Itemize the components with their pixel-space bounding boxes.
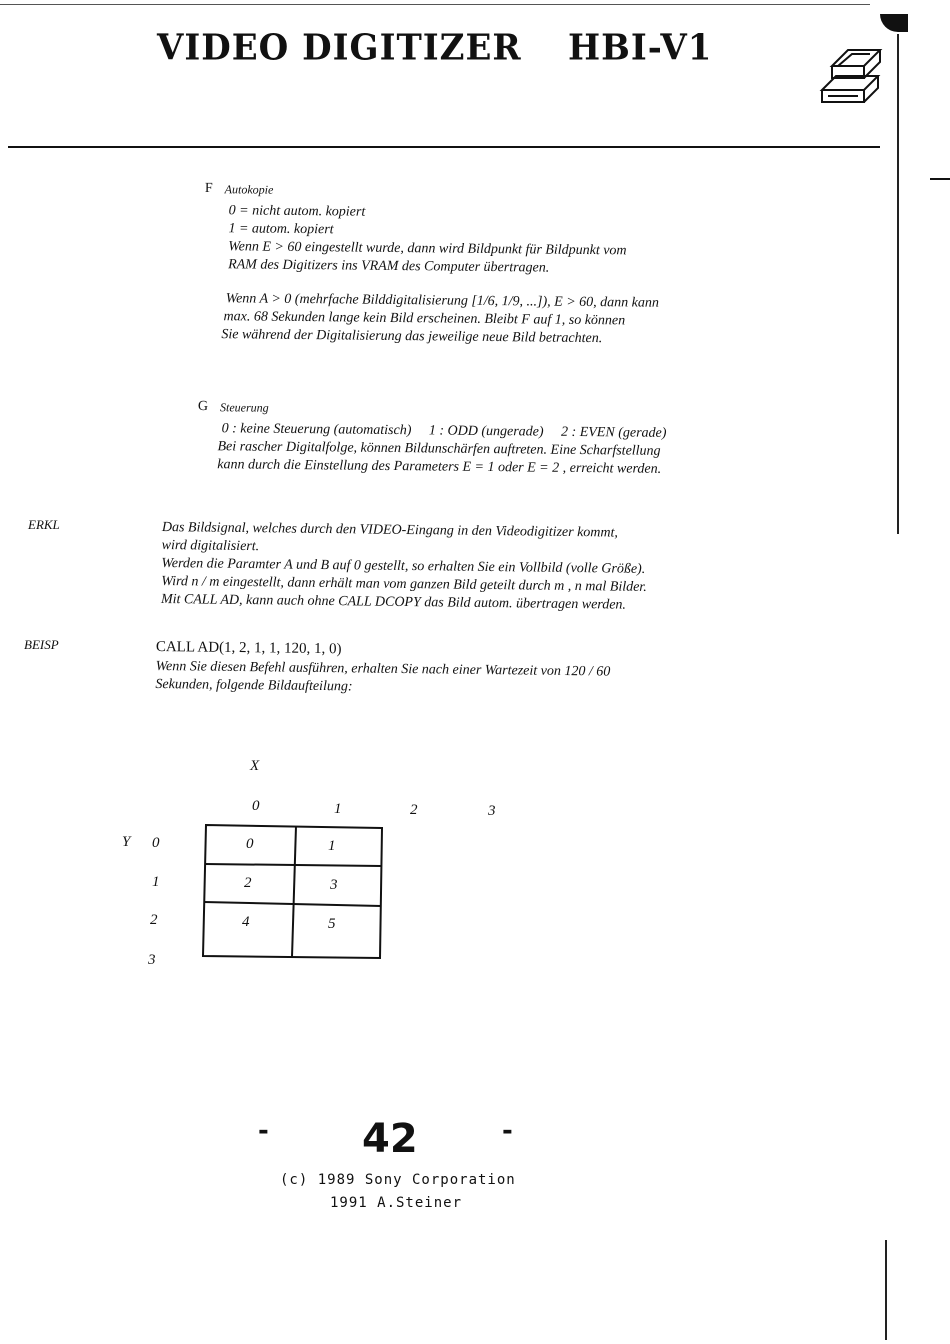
section-f (203, 180, 660, 349)
page-dash-right: - (502, 1116, 513, 1146)
section-f-line: 1 = autom. kopiert (228, 221, 334, 238)
grid-cell: 0 (246, 836, 254, 852)
section-f-line: Wenn E > 60 eingestellt wurde, dann wird Bildpunkt für Bildpunkt vom (228, 239, 627, 259)
beisp-command: CALL AD(1, 2, 1, 1, 120, 1, 0) (155, 638, 342, 658)
scan-margin-mark (930, 178, 950, 180)
scan-edge-bottom-right (885, 1240, 887, 1340)
beisp-line: Sekunden, folgende Bildaufteilung: (155, 676, 353, 695)
section-g-line: 0 : keine Steuerung (automatisch) 1 : ODD (ungerade) 2 : EVEN (gerade) (221, 421, 667, 441)
section-g-label: G (197, 398, 209, 415)
erkl-line: wird digitalisiert. (161, 537, 260, 555)
grid-cell: 2 (244, 875, 252, 891)
beisp-label: BEISP (24, 637, 59, 652)
beisp-line: Wenn Sie diesen Befehl ausführen, erhalten Sie nach einer Wartezeit von 120 / 60 (155, 658, 611, 680)
scan-corner-mark (880, 14, 908, 32)
y-tick: 3 (148, 952, 156, 968)
copyright-text: (c) 1989 Sony Corporation (280, 1172, 516, 1188)
beisp-text (155, 638, 610, 700)
scan-edge-top (0, 4, 870, 5)
section-f-label: F (204, 180, 213, 197)
y-tick: 0 (152, 835, 160, 851)
page-number: 42 (362, 1116, 418, 1162)
y-tick: 1 (152, 874, 160, 890)
grid-cell: 5 (328, 916, 336, 932)
erkl-line: Das Bildsignal, welches durch den VIDEO-Eingang in den Videodigitizer kommt, (161, 519, 619, 541)
scan-edge-right (897, 34, 899, 534)
x-tick: 0 (252, 798, 260, 814)
y-tick: 2 (150, 912, 158, 928)
x-tick: 2 (410, 802, 418, 818)
cartridge-icon (818, 44, 888, 108)
erkl-label: ERKL (28, 517, 60, 532)
grid-cell: 1 (328, 838, 336, 854)
page-dash-left: - (258, 1116, 269, 1146)
section-f-line: RAM des Digitizers ins VRAM des Computer übertragen. (228, 257, 550, 276)
section-f-title: Autokopie (224, 182, 274, 197)
x-tick: 3 (488, 803, 496, 819)
erkl-line: Wird n / m eingestellt, dann erhält man vom ganzen Bild geteilt durch m , n mal Bilder. (161, 573, 647, 595)
y-axis-label: Y (122, 834, 131, 850)
model-number: HBI-V1 (568, 27, 713, 69)
section-g-line: Bei rascher Digitalfolge, können Bildunschärfen auftreten. Eine Scharfstellung (217, 439, 661, 459)
x-axis-label: X (250, 758, 260, 774)
author-text: 1991 A.Steiner (330, 1195, 463, 1211)
section-g-title: Steuerung (219, 400, 269, 415)
grid-lines (200, 822, 386, 962)
section-f-line: Sie während der Digitalisierung das jeweilige neue Bild betrachten. (221, 327, 603, 347)
erkl-line: Mit CALL AD, kann auch ohne CALL DCOPY das Bild autom. übertragen werden. (160, 591, 627, 613)
erkl-line: Werden die Paramter A und B auf 0 gestellt, so erhalten Sie ein Vollbild (volle Größe). (161, 555, 646, 577)
section-f-line: max. 68 Sekunden lange kein Bild erscheinen. Bleibt F auf 1, so können (223, 309, 626, 329)
grid-cell: 3 (330, 877, 338, 893)
header-divider (8, 146, 880, 148)
section-f-line: 0 = nicht autom. kopiert (228, 203, 366, 220)
page-title: VIDEO DIGITIZER (157, 27, 522, 69)
grid-cell: 4 (242, 914, 250, 930)
section-f-line: Wenn A > 0 (mehrfache Bilddigitalisierung [1/6, 1/9, ...]), E > 60, dann kann (225, 291, 659, 311)
x-tick: 1 (334, 801, 342, 817)
section-g-line: kann durch die Einstellung des Parameters E = 1 oder E = 2 , erreicht werden. (217, 457, 662, 477)
erkl-text (161, 519, 648, 615)
section-g (197, 398, 667, 479)
